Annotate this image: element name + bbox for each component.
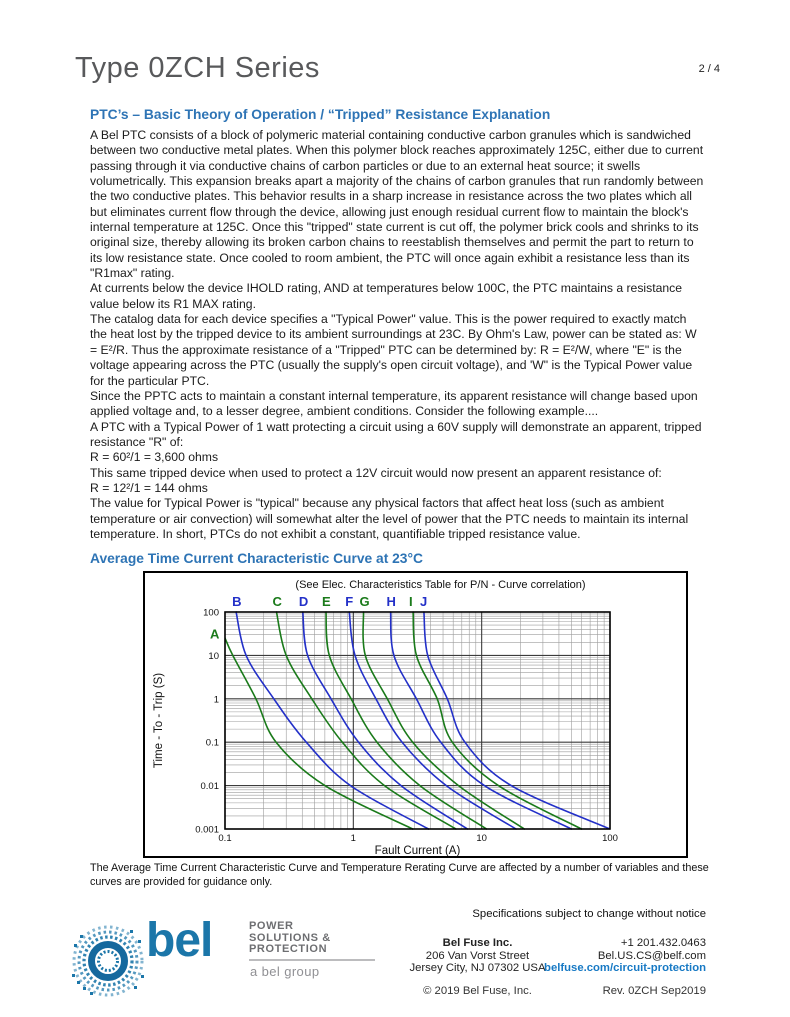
paragraph-example-60v: A PTC with a Typical Power of 1 watt protecting a circuit using a 60V supply will demonstrate an apparent, tripped resistance "R" of: [90, 419, 702, 449]
bel-globe-icon [68, 920, 148, 1002]
tagline-power: POWER [249, 920, 294, 932]
y-tick-label: 0.01 [200, 781, 219, 793]
bel-group-label: a bel group [250, 964, 320, 979]
paragraph-typical-value: The value for Typical Power is "typical" because any physical factors that affect heat loss (such as ambient temperature or air convection) will somewhat alter the level of power that the PTC needs to maintain its internal temperature. In short, PTCs do not exhibit a constant, quantifiable tripped resistance value. [90, 496, 689, 541]
doc-title: Type 0ZCH Series [75, 52, 320, 84]
time-current-characteristic-chart [143, 571, 688, 858]
curve-label-H: H [386, 594, 396, 609]
curve-label-F: F [345, 594, 354, 609]
x-tick-label: 1 [350, 833, 356, 844]
logo-separator [249, 959, 375, 961]
curve-label-E: E [321, 594, 331, 609]
address-city: Jersey City, NJ 07302 USA [409, 962, 546, 975]
y-tick-label: 100 [203, 607, 219, 619]
paragraph-ihold: At currents below the device IHOLD rating, AND at temperatures below 100C, the PTC maintains a resistance value below its R1 MAX rating. [90, 281, 683, 311]
paragraph-typical-power: The catalog data for each device specifies a "Typical Power" value. This is the power required to exactly match the heat lost by the tripped device to its ambient surroundings at 23C. By Ohm's Law, power can be stated as: W = E²/R. Thus the approximate resistance of a "Tripped" PTC can be determined by: R = E²/W, where "E" is the voltage appearing across the PTC (usually the supply's open circuit voltage), and 'W" is the Typical Power value for the particular PTC. [90, 312, 697, 388]
curve-H [391, 612, 572, 829]
curve-label-C: C [272, 594, 282, 609]
y-axis-label: Time - To - Trip (S) [153, 672, 165, 769]
paragraph-pptc: Since the PPTC acts to maintain a constant internal temperature, its apparent resistance will change based upon applied voltage and, to a lesser degree, ambient conditions. Consider the following example.... [90, 388, 698, 419]
revision-label: Rev. 0ZCH Sep2019 [602, 984, 706, 997]
curve-label-D: D [298, 594, 309, 609]
page-number: 2 / 4 [698, 63, 720, 75]
curve-C [277, 612, 456, 829]
chart-title: (See Elec. Characteristics Table for P/N - Curve correlation) [295, 579, 586, 591]
tagline-protection: PROTECTION [249, 943, 328, 956]
copyright: © 2019 Bel Fuse, Inc. [423, 984, 532, 997]
curve-A [225, 638, 413, 829]
specs-notice: Specifications subject to change without notice [472, 908, 706, 920]
x-tick-label: 10 [476, 833, 487, 844]
bel-wordmark: bel [146, 914, 213, 967]
curve-label-I: I [409, 594, 413, 609]
y-tick-label: 0.001 [195, 824, 219, 836]
x-axis-label: Fault Current (A) [374, 845, 461, 856]
section2-heading: Average Time Current Characteristic Curve at 23°C [90, 551, 423, 566]
curve-label-A: A [209, 626, 220, 642]
contact-block [520, 937, 706, 997]
formula-144-ohms: R = 12²/1 = 144 ohms [90, 480, 208, 495]
chart-footnote: The Average Time Current Characteristic Curve and Temperature Rerating Curve are affected by a number of variables and these curves are provided for guidance only. [90, 862, 709, 888]
curve-label-J: J [419, 594, 428, 609]
tagline-solutions: SOLUTIONS & [249, 931, 331, 944]
curve-label-G: G [359, 594, 370, 609]
y-tick-label: 10 [208, 650, 219, 662]
curve-I [413, 612, 581, 829]
curves-group [225, 612, 610, 829]
section1-heading: PTC’s – Basic Theory of Operation / “Tripped” Resistance Explanation [90, 107, 551, 122]
paragraph-example-12v: This same tripped device when used to protect a 12V circuit would now present an apparent resistance of: [90, 465, 662, 480]
chart-svg [145, 573, 686, 856]
y-tick-label: 1 [213, 694, 219, 706]
curve-label-B: B [232, 594, 242, 609]
company-name: Bel Fuse Inc. [442, 937, 513, 949]
body-text [90, 128, 706, 542]
x-tick-label: 100 [602, 833, 618, 844]
y-tick-label: 0.1 [205, 737, 219, 749]
curve-F [349, 612, 516, 829]
phone-number: +1 201.432.0463 [620, 937, 706, 949]
address-street: 206 Van Vorst Street [425, 949, 530, 962]
logo-tagline [249, 921, 331, 956]
x-tick-label: 0.1 [218, 833, 232, 844]
email-address: Bel.US.CS@belf.com [597, 949, 706, 962]
website-link[interactable]: belfuse.com/circuit-protection [544, 962, 706, 975]
paragraph-theory: A Bel PTC consists of a block of polymeric material containing conductive carbon granules which is sandwiched between two conductive metal plates. When this polymer block reaches approximately 125C, either due to current passing through it via conductive chains of carbon particles or due to an external heat source; it swells volumetrically. This expansion breaks apart a majority of the chains of carbon granules that run randomly between the two conductive plates. This behavior results in a sharp increase in resistance across the two plates which all but eliminates current flow through the device, allowing just enough residual current flow to maintain the block's internal temperature at 125C. Once this "tripped" state current is cut off, the polymer brick cools and shrinks to its original size, thereby allowing its broken carbon chains to reestablish themselves and permit the part to return to its low resistance state. Once cooled to room ambient, the PTC will once again exhibit a resistance less than its "R1max" rating. [90, 128, 704, 281]
formula-3600-ohms: R = 60²/1 = 3,600 ohms [90, 450, 219, 465]
